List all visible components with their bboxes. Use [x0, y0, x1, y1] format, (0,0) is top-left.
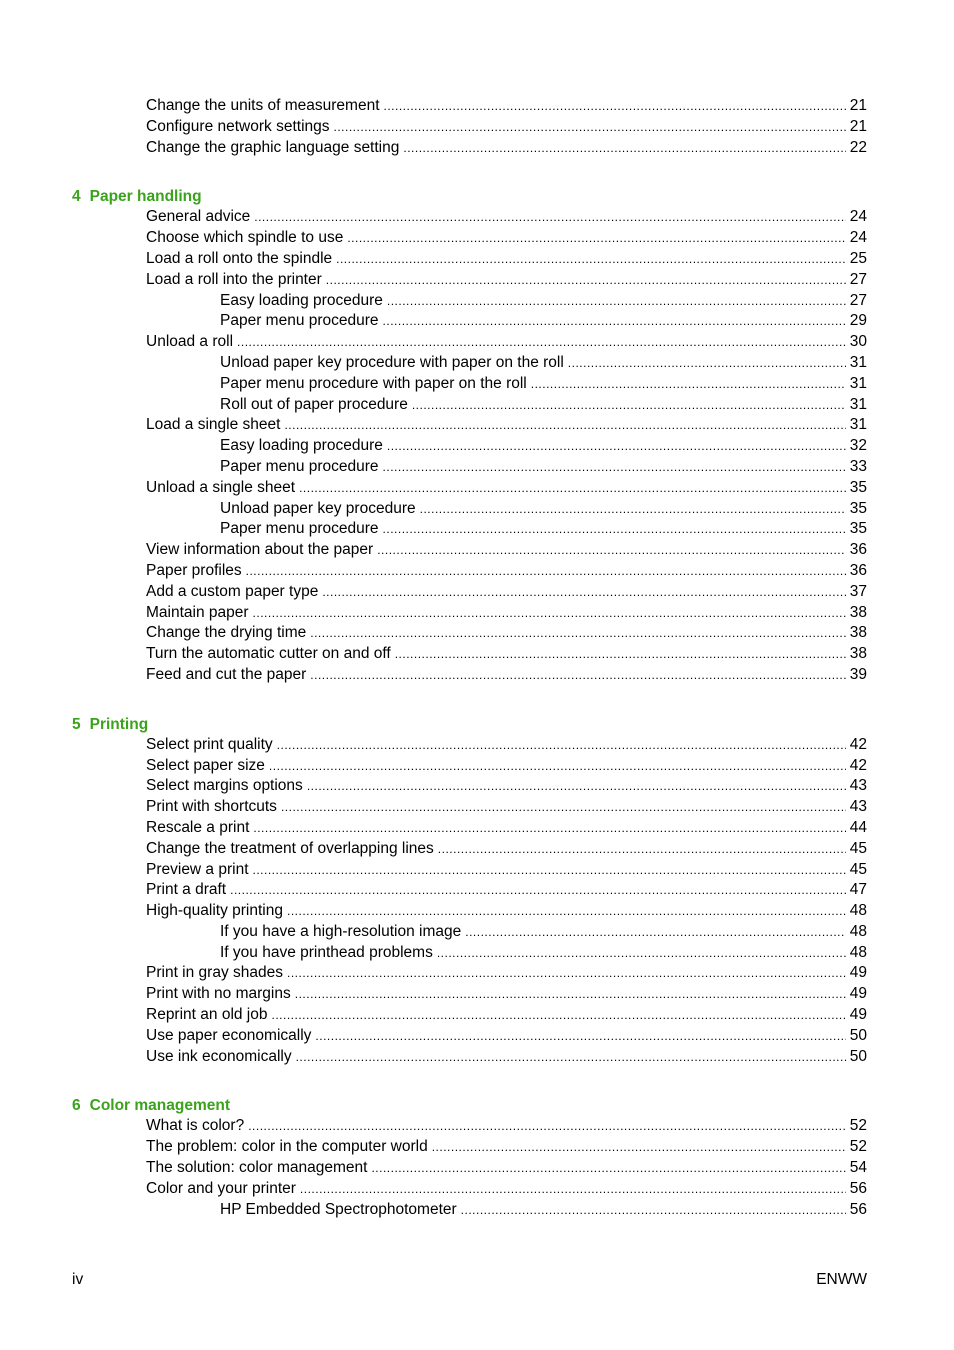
toc-entry-title: Unload a roll — [146, 333, 234, 351]
toc-entry-page: 36 — [849, 561, 867, 579]
dot-leader — [461, 1200, 846, 1221]
toc-entry-page: 43 — [849, 798, 867, 816]
dot-leader — [412, 395, 846, 416]
toc-entry-page: 45 — [849, 860, 867, 878]
section-heading[interactable] — [72, 186, 954, 207]
toc-entry-title: Load a roll into the printer — [146, 270, 322, 288]
dot-leader — [371, 1158, 845, 1179]
dot-leader — [310, 665, 845, 686]
section-title: Paper handling — [89, 188, 202, 206]
dot-leader — [403, 138, 845, 159]
toc-entry[interactable] — [146, 332, 867, 353]
toc-entry-title: Print a draft — [146, 881, 227, 899]
toc-entry[interactable] — [146, 776, 867, 797]
dot-leader — [326, 270, 846, 291]
section-gap — [0, 1067, 954, 1095]
toc-entry[interactable] — [220, 922, 867, 943]
toc-entry-title: Change the graphic language setting — [146, 138, 400, 156]
dot-leader — [269, 756, 846, 777]
toc-entry-title: If you have printhead problems — [220, 943, 433, 961]
toc-entry-title: Roll out of paper procedure — [220, 395, 408, 413]
toc-entry[interactable] — [146, 540, 867, 561]
toc-entry-title: Paper profiles — [146, 561, 242, 579]
toc-section — [0, 96, 954, 158]
toc-entry[interactable] — [146, 1005, 867, 1026]
toc-entry-title: Configure network settings — [146, 117, 330, 135]
toc-section — [0, 158, 954, 685]
toc-entry-page: 29 — [849, 312, 867, 330]
section-gap — [0, 686, 954, 714]
toc-entry-title: Select paper size — [146, 756, 265, 774]
toc-section — [0, 1067, 954, 1220]
toc-entry-page: 49 — [849, 985, 867, 1003]
toc-entry[interactable] — [146, 1026, 867, 1047]
section-heading[interactable] — [72, 1095, 954, 1116]
toc-entry[interactable] — [146, 963, 867, 984]
toc-entry-title: Easy loading procedure — [220, 291, 383, 309]
dot-leader — [387, 436, 846, 457]
toc-entry-title: Color and your printer — [146, 1179, 296, 1197]
section-number: 6 — [72, 1097, 81, 1115]
toc-entry-page: 32 — [849, 437, 867, 455]
toc-entry-page: 50 — [849, 1047, 867, 1065]
toc-entry[interactable] — [146, 839, 867, 860]
toc-entry-title: Easy loading procedure — [220, 437, 383, 455]
toc-entry-title: Paper menu procedure with paper on the roll — [220, 374, 527, 392]
toc-entry[interactable] — [220, 311, 867, 332]
toc-entry-page: 25 — [849, 249, 867, 267]
toc-entry-page: 31 — [849, 416, 867, 434]
toc-entry[interactable] — [220, 291, 867, 312]
toc-entry-page: 48 — [849, 922, 867, 940]
toc-entry-title: Feed and cut the paper — [146, 665, 307, 683]
dot-leader — [253, 603, 846, 624]
section-heading[interactable] — [72, 714, 954, 735]
toc-entry[interactable] — [146, 1137, 867, 1158]
toc-entry-title: Select margins options — [146, 777, 303, 795]
footer-label: ENWW — [816, 1271, 867, 1288]
toc-entry-page: 39 — [849, 665, 867, 683]
toc-entry-page: 56 — [849, 1179, 867, 1197]
toc-entry-title: Choose which spindle to use — [146, 229, 344, 247]
footer-page-number: iv — [72, 1271, 84, 1288]
toc-entry[interactable] — [220, 1200, 867, 1221]
toc-entry-page: 42 — [849, 735, 867, 753]
toc-entry[interactable] — [146, 478, 867, 499]
toc-entry-page: 38 — [849, 645, 867, 663]
dot-leader — [395, 644, 846, 665]
toc-entry-page: 52 — [849, 1138, 867, 1156]
dot-leader — [299, 478, 846, 499]
toc-entry[interactable] — [146, 603, 867, 624]
toc-entry[interactable] — [146, 644, 867, 665]
toc-entry-page: 35 — [849, 520, 867, 538]
dot-leader — [237, 332, 846, 353]
toc-entry-title: Unload paper key procedure with paper on the roll — [220, 353, 564, 371]
toc-entry[interactable] — [146, 797, 867, 818]
toc-entry-page: 27 — [849, 291, 867, 309]
dot-leader — [284, 415, 845, 436]
toc-entry-title: Change the treatment of overlapping lines — [146, 839, 434, 857]
toc-entry[interactable] — [146, 228, 867, 249]
toc-entry[interactable] — [146, 901, 867, 922]
toc-entry[interactable] — [220, 499, 867, 520]
toc-entry-page: 45 — [849, 839, 867, 857]
toc-entry-page: 43 — [849, 777, 867, 795]
dot-leader — [272, 1005, 846, 1026]
dot-leader — [384, 96, 846, 117]
dot-leader — [383, 519, 846, 540]
dot-leader — [246, 561, 846, 582]
toc-entry-title: What is color? — [146, 1117, 245, 1135]
toc-entry-page: 50 — [849, 1026, 867, 1044]
toc-entry-title: Unload a single sheet — [146, 478, 296, 496]
dot-leader — [336, 249, 846, 270]
toc-entry-page: 36 — [849, 541, 867, 559]
toc-entry-page: 31 — [849, 353, 867, 371]
toc-entry[interactable] — [146, 96, 867, 117]
toc-entry[interactable] — [220, 457, 867, 478]
toc-entry-page: 27 — [849, 270, 867, 288]
toc-entry-page: 21 — [849, 117, 867, 135]
toc-entry-title: Turn the automatic cutter on and off — [146, 645, 391, 663]
toc-entry-title: The problem: color in the computer world — [146, 1138, 428, 1156]
toc-entry[interactable] — [146, 1047, 867, 1068]
toc-entry-title: Use paper economically — [146, 1026, 312, 1044]
toc-entry-page: 30 — [849, 333, 867, 351]
toc-entry-page: 38 — [849, 603, 867, 621]
toc-entry-title: Load a single sheet — [146, 416, 281, 434]
toc-entry-title: Paper menu procedure — [220, 312, 379, 330]
toc-entry[interactable] — [146, 117, 867, 138]
toc-entry[interactable] — [146, 138, 867, 159]
dot-leader — [322, 582, 845, 603]
toc-entry[interactable] — [146, 880, 867, 901]
toc-entry-page: 48 — [849, 902, 867, 920]
toc-entry-title: Load a roll onto the spindle — [146, 249, 333, 267]
toc-entry-page: 35 — [849, 499, 867, 517]
dot-leader — [377, 540, 846, 561]
dot-leader — [253, 818, 845, 839]
toc-entry-title: HP Embedded Spectrophotometer — [220, 1200, 457, 1218]
toc-entry[interactable] — [220, 519, 867, 540]
dot-leader — [420, 499, 846, 520]
toc-entry-title: Select print quality — [146, 735, 273, 753]
toc-entry-page: 49 — [849, 1006, 867, 1024]
dot-leader — [310, 623, 845, 644]
section-number: 4 — [72, 188, 81, 206]
dot-leader — [295, 984, 846, 1005]
toc-entry-title: Print in gray shades — [146, 964, 283, 982]
section-number: 5 — [72, 715, 81, 733]
dot-leader — [300, 1179, 846, 1200]
toc-entry[interactable] — [220, 943, 867, 964]
toc-entry[interactable] — [146, 818, 867, 839]
toc-entry-title: General advice — [146, 208, 251, 226]
dot-leader — [347, 228, 845, 249]
toc-entry-title: Change the drying time — [146, 624, 307, 642]
toc-entry[interactable] — [146, 860, 867, 881]
toc-entry-title: Use ink economically — [146, 1047, 292, 1065]
dot-leader — [432, 1137, 846, 1158]
toc-entry-page: 31 — [849, 374, 867, 392]
dot-leader — [230, 880, 846, 901]
toc-entry[interactable] — [220, 374, 867, 395]
dot-leader — [287, 963, 846, 984]
toc-entry[interactable] — [146, 623, 867, 644]
toc-entry[interactable] — [146, 1179, 867, 1200]
dot-leader — [315, 1026, 845, 1047]
dot-leader — [254, 207, 845, 228]
section-gap — [0, 158, 954, 186]
toc-entry-page: 33 — [849, 457, 867, 475]
dot-leader — [568, 353, 846, 374]
dot-leader — [248, 1116, 846, 1137]
toc-entry-title: Reprint an old job — [146, 1006, 268, 1024]
section-title: Printing — [89, 715, 149, 733]
dot-leader — [296, 1047, 846, 1068]
dot-leader — [281, 797, 846, 818]
toc-entry[interactable] — [146, 665, 867, 686]
toc-entry[interactable] — [146, 249, 867, 270]
dot-leader — [383, 457, 846, 478]
dot-leader — [383, 311, 846, 332]
toc-entry-page: 38 — [849, 624, 867, 642]
toc-entry-page: 24 — [849, 208, 867, 226]
toc-entry-title: Add a custom paper type — [146, 582, 319, 600]
toc-entry-title: Paper menu procedure — [220, 520, 379, 538]
toc-entry-title: The solution: color management — [146, 1159, 368, 1177]
toc-entry-page: 52 — [849, 1117, 867, 1135]
toc-entry[interactable] — [146, 1158, 867, 1179]
toc-entry[interactable] — [220, 395, 867, 416]
toc-entry-page: 49 — [849, 964, 867, 982]
toc-entry[interactable] — [146, 984, 867, 1005]
toc-entry-page: 24 — [849, 229, 867, 247]
toc-entry-page: 47 — [849, 881, 867, 899]
toc-entry-title: Print with shortcuts — [146, 798, 277, 816]
toc-entry-page: 31 — [849, 395, 867, 413]
toc-entry[interactable] — [146, 582, 867, 603]
toc-entry-title: Change the units of measurement — [146, 97, 380, 114]
toc-entry[interactable] — [146, 561, 867, 582]
toc-entry-page: 54 — [849, 1159, 867, 1177]
toc-entry-page: 35 — [849, 478, 867, 496]
dot-leader — [437, 943, 846, 964]
toc-entry-title: High-quality printing — [146, 902, 283, 920]
toc-entry[interactable] — [220, 436, 867, 457]
toc-entry[interactable] — [146, 1116, 867, 1137]
table-of-contents — [0, 96, 954, 1220]
toc-entry[interactable] — [146, 207, 867, 228]
toc-entry[interactable] — [146, 756, 867, 777]
dot-leader — [531, 374, 846, 395]
dot-leader — [253, 860, 846, 881]
dot-leader — [438, 839, 846, 860]
dot-leader — [387, 291, 846, 312]
toc-entry-title: Unload paper key procedure — [220, 499, 416, 517]
dot-leader — [307, 776, 846, 797]
toc-entry[interactable] — [146, 415, 867, 436]
toc-entry-title: Paper menu procedure — [220, 457, 379, 475]
toc-entry-title: Maintain paper — [146, 603, 249, 621]
toc-entry-title: Preview a print — [146, 860, 249, 878]
toc-entry[interactable] — [146, 735, 867, 756]
toc-entry-title: View information about the paper — [146, 541, 374, 559]
dot-leader — [287, 901, 846, 922]
dot-leader — [465, 922, 845, 943]
toc-entry-page: 37 — [849, 582, 867, 600]
toc-entry-page: 56 — [849, 1200, 867, 1218]
toc-section — [0, 686, 954, 1068]
toc-entry[interactable] — [146, 270, 867, 291]
dot-leader — [277, 735, 846, 756]
toc-entry-title: Rescale a print — [146, 818, 250, 836]
toc-entry-title: Print with no margins — [146, 985, 291, 1003]
toc-entry-page: 42 — [849, 756, 867, 774]
toc-entry-title: If you have a high-resolution image — [220, 922, 462, 940]
toc-entry-page: 48 — [849, 943, 867, 961]
toc-entry-page: 21 — [849, 97, 867, 114]
toc-entry-page: 44 — [849, 818, 867, 836]
toc-entry-page: 22 — [849, 138, 867, 156]
toc-entry[interactable] — [220, 353, 867, 374]
dot-leader — [334, 117, 846, 138]
section-title: Color management — [89, 1097, 231, 1115]
